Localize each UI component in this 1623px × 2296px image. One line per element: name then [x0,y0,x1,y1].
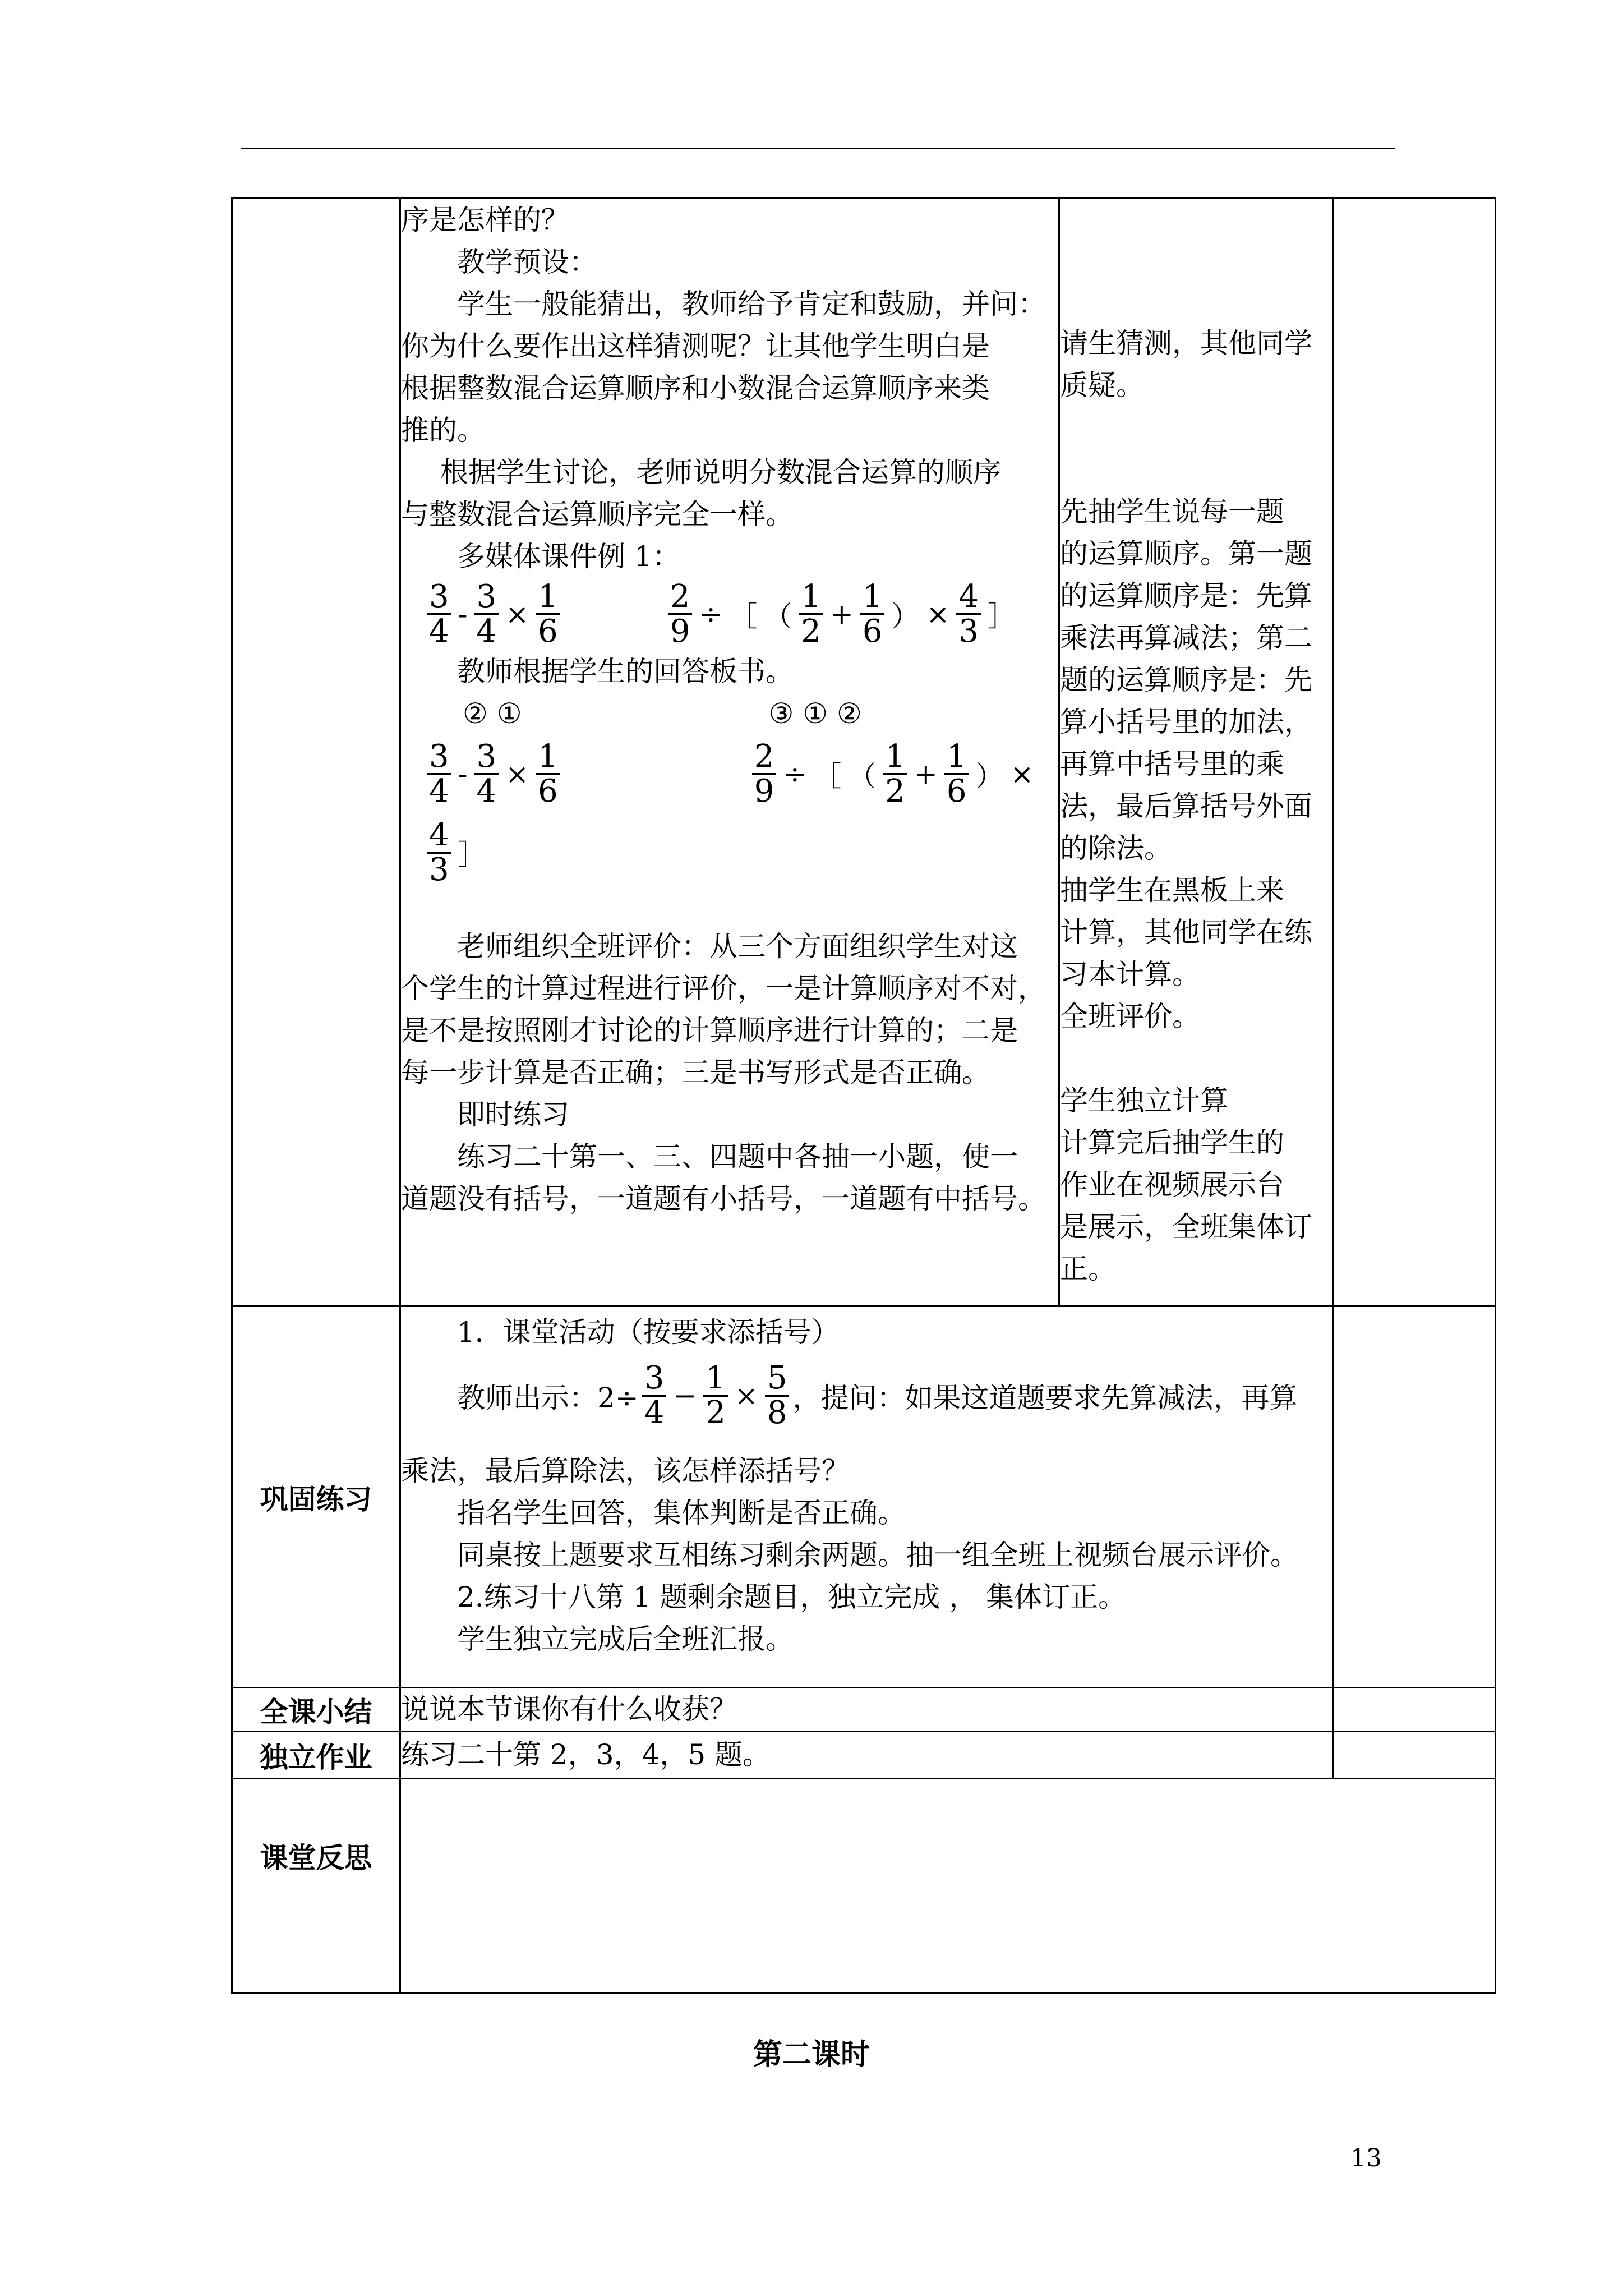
text-line: 乘法，最后算除法，该怎样添括号？ [401,1455,850,1487]
text-line: 你为什么要作出这样猜测呢？让其他学生明白是 [401,330,990,362]
header-rule [241,148,1395,149]
text-line: 根据学生讨论，老师说明分数混合运算的顺序 [440,456,1001,489]
fraction: $\frac{3}{4}$ [474,740,499,808]
fraction: $\frac{3}{4}$ [642,1362,667,1429]
consolidate-content-cell [400,1306,1333,1688]
fraction: $\frac{1}{2}$ [703,1362,728,1429]
row-label-summary: 全课小结 [232,1688,400,1732]
fraction: $\frac{1}{6}$ [860,581,885,648]
table-row [232,1688,1496,1732]
fraction: $\frac{1}{6}$ [536,581,560,648]
text-line: 习本计算。 [1060,958,1200,991]
homework-cell [400,1732,1333,1779]
text-line: 正。 [1060,1253,1116,1285]
text-line: 是不是按照刚才讨论的计算顺序进行计算的；二是 [401,1014,1018,1047]
fraction: $\frac{4}{3}$ [427,819,451,886]
text-line: 推的。 [401,414,485,447]
reflection-cell [400,1779,1496,1993]
fraction: $\frac{3}{4}$ [474,581,499,648]
table-row [232,1779,1496,1993]
table-row [232,1732,1496,1779]
text-line: 1．课堂活动（按要求添括号） [457,1316,840,1349]
next-lesson-title: 第二课时 [753,2037,870,2072]
text-line: 练习二十第 2，3，4，5 题。 [401,1738,771,1771]
notes-cell [1333,1732,1496,1779]
table-row [232,1306,1496,1688]
fraction: $\frac{4}{3}$ [956,581,981,648]
text-line: 指名学生回答，集体判断是否正确。 [457,1497,906,1529]
text-line: 个学生的计算过程进行评价，一是计算顺序对不对， [401,972,1046,1005]
text-line: 再算中括号里的乘 [1060,748,1284,780]
notes-cell [1333,1688,1496,1732]
row-label-consolidate: 巩固练习 [232,1306,400,1688]
text-line: 与整数混合运算顺序完全一样。 [401,498,794,531]
text-line: 教师根据学生的回答板书。 [457,655,794,688]
text-line: 说说本节课你有什么收获？ [401,1693,737,1726]
text-line: 质疑。 [1060,369,1144,402]
text-line: 的除法。 [1060,832,1172,864]
summary-cell [400,1688,1333,1732]
text-line: 法，最后算括号外面 [1060,790,1312,822]
teaching-content-cell [400,199,1059,1306]
fraction: $\frac{2}{9}$ [668,581,693,648]
lesson-table [231,197,1496,1994]
text-line: 老师组织全班评价：从三个方面组织学生对这 [457,930,1018,963]
step-order-marks: ② ① ③ ① ② [463,697,862,730]
text-line: 同桌按上题要求互相练习剩余两题。抽一组全班上视频台展示评价。 [457,1539,1298,1571]
fraction: $\frac{3}{4}$ [427,581,451,648]
text-line: 练习二十第一、三、四题中各抽一小题，使一 [457,1140,1018,1173]
board-equations: $\frac{3}{4}$ - $\frac{3}{4}$ × $\frac{1}{6}$ $\frac{2}{9}$ ÷ ［ （ $\frac{1}{2}$ + $\frac{1}{6}$ ） × [401,735,1058,813]
text-line: 乘法再算减法；第二 [1060,622,1312,654]
text-line: 算小括号里的加法， [1060,706,1312,738]
text-line: 2.练习十八第 1 题剩余题目，独立完成 ， 集体订正。 [457,1581,1127,1613]
text-line: 每一步计算是否正确；三是书写形式是否正确。 [401,1056,990,1089]
text-line: 学生独立完成后全班汇报。 [457,1623,794,1655]
board-equation-continued: $\frac{4}{3}$ ］ [401,813,1058,892]
text-line: 全班评价。 [1060,1000,1200,1033]
text-line: 学生独立计算 [1060,1084,1228,1117]
row-label-homework: 独立作业 [232,1732,400,1779]
row-label-reflection: 课堂反思 [232,1779,400,1993]
text-line: 计算，其他同学在练 [1060,916,1312,949]
page-number: 13 [1350,2144,1382,2173]
text-line: 序是怎样的？ [401,204,569,236]
text-line: 作业在视频展示台 [1060,1168,1284,1201]
text-line: 题的运算顺序是：先 [1060,664,1312,696]
fraction: $\frac{1}{2}$ [883,740,907,808]
text-line: 多媒体课件例 1： [457,540,680,573]
fraction: $\frac{5}{8}$ [765,1362,790,1429]
fraction: $\frac{3}{4}$ [427,740,451,808]
label-cell-empty [232,199,400,1306]
student-activity-cell [1059,199,1333,1306]
fraction: $\frac{2}{9}$ [752,740,777,808]
text-line: 抽学生在黑板上来 [1060,874,1284,907]
text-line: 学生一般能猜出，教师给予肯定和鼓励，并问： [457,288,1046,320]
text-line: 计算完后抽学生的 [1060,1126,1284,1159]
fraction: $\frac{1}{2}$ [799,581,823,648]
text-line: 教学预设： [457,246,597,278]
table-row [232,199,1496,1306]
text-line: 即时练习 [457,1098,569,1131]
text-line: 是展示，全班集体订 [1060,1211,1312,1243]
text-line: 先抽学生说每一题 [1060,495,1284,528]
text-line: 请生猜测，其他同学 [1060,327,1312,360]
example-equations: $\frac{3}{4}$ - $\frac{3}{4}$ × $\frac{1}{6}$ $\frac{2}{9}$ ÷ ［ （ $\frac{1}{2}$ + $\frac{1}{6}$ ） × $\frac{4}{3}$ ］ [401,578,1058,651]
notes-cell [1333,199,1496,1306]
text-line: 道题没有括号，一道题有小括号，一道题有中括号。 [401,1182,1046,1215]
consolidate-equation: 教师出示：2÷ $\frac{3}{4}$ − $\frac{1}{2}$ × $\frac{5}{8}$ ，提问：如果这道题要求先算减法，再算 [457,1360,1298,1431]
text-line: 的运算顺序是：先算 [1060,579,1312,612]
fraction: $\frac{1}{6}$ [536,740,560,808]
text-line: 的运算顺序。第一题 [1060,537,1312,570]
fraction: $\frac{1}{6}$ [944,740,969,808]
text-line: 根据整数混合运算顺序和小数混合运算顺序来类 [401,372,990,404]
notes-cell [1333,1306,1496,1688]
